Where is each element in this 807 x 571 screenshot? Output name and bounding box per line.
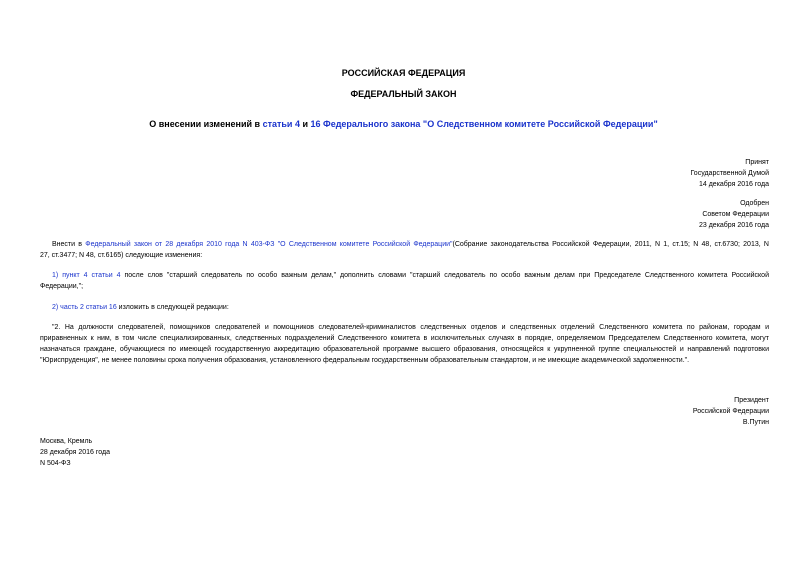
adopted-label: Принят bbox=[745, 159, 769, 166]
approved-date: 23 декабря 2016 года bbox=[698, 222, 769, 229]
item-2-line bbox=[40, 302, 769, 313]
intro-suffix: (Собрание законодательства Российской Федерации, 2011, N 1, ст.15; N 48, ст.6730; 2013, N bbox=[452, 241, 769, 248]
item-2-paragraph bbox=[40, 302, 769, 313]
item-1-paragraph bbox=[40, 270, 769, 292]
intro-line-2: 27, ст.3477; N 48, ст.6165) следующие изменения: bbox=[40, 252, 203, 259]
place-date: 28 декабря 2016 года bbox=[40, 449, 111, 456]
item-1-text: после слов "старший следователь по особо важным делам," дополнить словами "старший следователь по особо важным делам при Председателе Следственного комитета Российской bbox=[120, 272, 769, 279]
approved-label: Одобрен bbox=[740, 200, 769, 207]
quote-line-3: назначаться граждане, обучающиеся по имеющей государственную аккредитацию образовательной программе высшего образования, относящейся к укрупненной группе специальностей и направлений подготовки bbox=[40, 346, 769, 353]
item-2-text: изложить в следующей редакции: bbox=[116, 304, 229, 311]
place-location: Москва, Кремль bbox=[40, 438, 93, 445]
law-title bbox=[0, 119, 807, 130]
intro-link-law-title[interactable]: "О Следственном комитете Российской Федерации" bbox=[277, 241, 453, 248]
law-number: N 504-ФЗ bbox=[40, 460, 71, 467]
intro-line-1 bbox=[40, 239, 769, 250]
title-link-article-16[interactable]: 16 Федерального закона "О Следственном комитете Российской Федерации" bbox=[310, 119, 658, 129]
adopted-date: 14 декабря 2016 года bbox=[698, 181, 769, 188]
country-heading: РОССИЙСКАЯ ФЕДЕРАЦИЯ bbox=[341, 68, 466, 78]
quote-line-4: "Юриспруденция", не менее половины срока получения образования, установленного федеральным государственным образовательным стандартом, и не имеющие академической задолженности.". bbox=[40, 357, 690, 364]
adopted-body: Государственной Думой bbox=[690, 170, 769, 177]
quote-line-2: приравненных к ним, в том числе специализированных, следственных подразделений Следственного комитета в исключительных случаях в порядке, определяемом Председателем Следственного комитета, могут bbox=[40, 335, 769, 342]
quote-paragraph bbox=[40, 322, 769, 366]
approved-block bbox=[699, 198, 769, 231]
signature-country: Российской Федерации bbox=[692, 408, 769, 415]
intro-link-federal-law[interactable]: Федеральный закон от 28 декабря 2010 года N 403-ФЗ bbox=[85, 241, 275, 248]
item-1-line-1 bbox=[40, 270, 769, 281]
place-block bbox=[40, 436, 110, 469]
approved-body: Советом Федерации bbox=[702, 211, 769, 218]
quote-line-1: "2. На должности следователей, помощников следователей и помощников следователей-криминалистов следственных отделов и следственных отделений Следственного комитета по районам, городам и bbox=[52, 324, 769, 331]
item-1-line-2: Федерации,"; bbox=[40, 283, 84, 290]
adopted-block bbox=[690, 157, 769, 190]
title-prefix: О внесении изменений в bbox=[149, 119, 263, 129]
title-link-article-4[interactable]: статьи 4 bbox=[262, 119, 300, 129]
signature-name: В.Путин bbox=[742, 419, 769, 426]
signature-title: Президент bbox=[734, 397, 769, 404]
intro-paragraph bbox=[40, 239, 769, 261]
item-2-link[interactable]: 2) часть 2 статьи 16 bbox=[52, 304, 117, 311]
intro-prefix: Внести в bbox=[52, 241, 86, 248]
signature-block bbox=[693, 395, 769, 428]
item-1-link[interactable]: 1) пункт 4 статьи 4 bbox=[52, 272, 121, 279]
doc-type-heading: ФЕДЕРАЛЬНЫЙ ЗАКОН bbox=[350, 89, 457, 99]
title-and: и bbox=[299, 119, 311, 129]
